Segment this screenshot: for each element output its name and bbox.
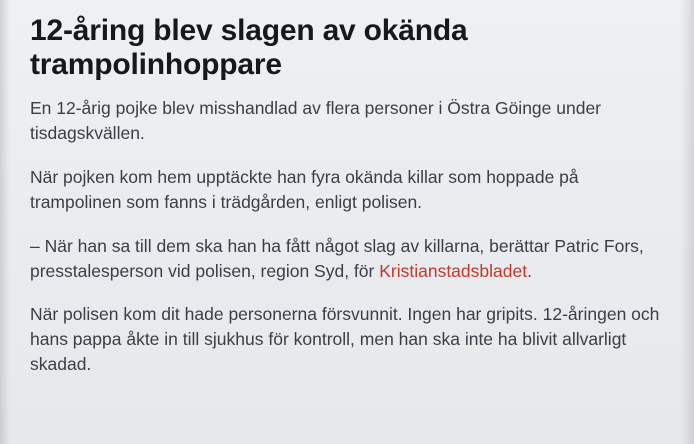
page-title: 12-åring blev slagen av okända trampolinhoppare [30, 14, 468, 82]
article-paragraph-4: När polisen kom dit hade personerna försvunnit. Ingen har gripits. 12-åringen och hans pappa åkte in till sjukhus för kontroll, men han ska inte ha blivit allvarligt skadad. [30, 304, 660, 375]
quote-text-before-link: – När han sa till dem ska han ha fått något slag av killarna, berättar Patric Fors, presstalesperson vid polisen, region Syd, för [30, 235, 644, 281]
article-paragraph-1: En 12-årig pojke blev misshandlad av flera personer i Östra Göinge under tisdagskvällen. [30, 98, 602, 144]
article-paragraph-quote [30, 234, 670, 284]
article-paragraph-2: När pojken kom hem upptäckte han fyra okända killar som hoppade på trampolinen som fanns i trädgården, enligt polisen. [30, 167, 579, 212]
article-body [30, 96, 670, 377]
kristianstadsbladet-link[interactable]: Kristianstadsbladet [379, 260, 528, 281]
quote-text-after-link: . [527, 260, 532, 281]
